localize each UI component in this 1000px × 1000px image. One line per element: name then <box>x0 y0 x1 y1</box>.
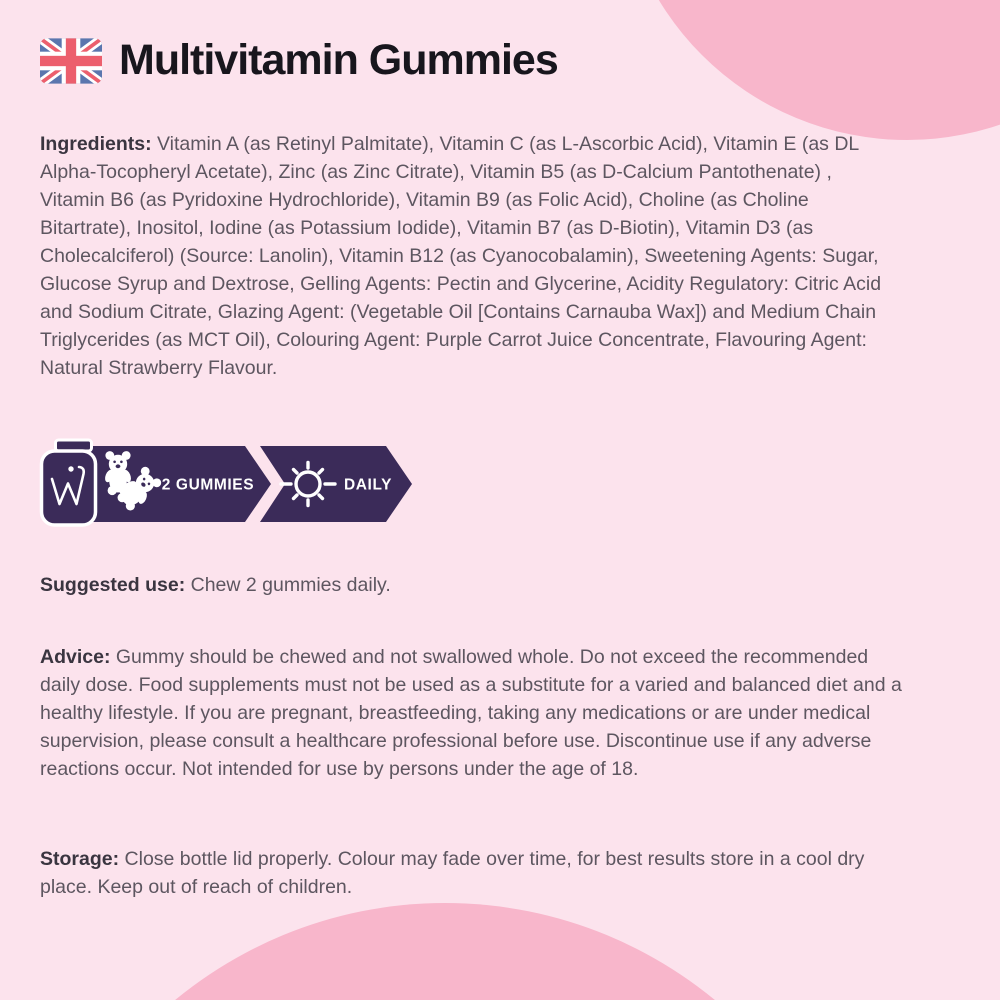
storage-label: Storage: <box>40 848 120 870</box>
decorative-circle-top-right <box>617 0 1000 140</box>
storage-section <box>40 845 920 901</box>
suggested-use-section <box>40 571 920 599</box>
uk-flag-icon <box>40 38 102 84</box>
suggested-use-label: Suggested use: <box>40 574 186 596</box>
dosage-banner <box>38 438 430 530</box>
header <box>40 36 558 85</box>
storage-text: Close bottle lid properly. Colour may fade over time, for best results store in a cool dry place. Keep out of reach of children. <box>40 848 865 898</box>
bottle-logo-icon <box>42 440 96 525</box>
page-title: Multivitamin Gummies <box>119 36 558 84</box>
daily-label: DAILY <box>343 476 393 494</box>
advice-text: Gummy should be chewed and not swallowed whole. Do not exceed the recommended daily dose. Food supplements must not be used as a substitute for a varied and balanced diet and a healthy lifestyle. If you are pregnant, breastfeeding, taking any medications or are under medical supervision, please consult a healthcare professional before use. Discontinue use if any adverse reactions occur. Not intended for use by persons under the age of 18. <box>40 646 902 780</box>
decorative-circle-bottom <box>21 903 869 1000</box>
gummies-count-label: 2 GUMMIES <box>161 476 255 494</box>
suggested-use-text: Chew 2 gummies daily. <box>190 574 391 596</box>
ingredients-section <box>40 130 900 382</box>
advice-label: Advice: <box>40 646 111 668</box>
ingredients-label: Ingredients: <box>40 133 152 155</box>
advice-section <box>40 643 908 783</box>
ingredients-text: Vitamin A (as Retinyl Palmitate), Vitamin C (as L-Ascorbic Acid), Vitamin E (as DL Alpha-Tocopheryl Acetate), Zinc (as Zinc Citrate), Vitamin B5 (as D-Calcium Pantothenate) , Vitamin B6 (as Pyridoxine Hydrochloride), Vitamin B9 (as Folic Acid), Choline (as Choline Bitartrate), Inositol, Iodine (as Potassium Iodide), Vitamin B7 (as D-Biotin), Vitamin D3 (as Cholecalciferol) (Source: Lanolin), Vitamin B12 (as Cyanocobalamin), Sweetening Agents: Sugar, Glucose Syrup and Dextrose, Gelling Agents: Pectin and Glycerine, Acidity Regulatory: Citric Acid and Sodium Citrate, Glazing Agent: (Vegetable Oil [Contains Carnauba Wax]) and Medium Chain Triglycerides (as MCT Oil), Colouring Agent: Purple Carrot Juice Concentrate, Flavouring Agent: Natural Strawberry Flavour. <box>40 133 882 379</box>
